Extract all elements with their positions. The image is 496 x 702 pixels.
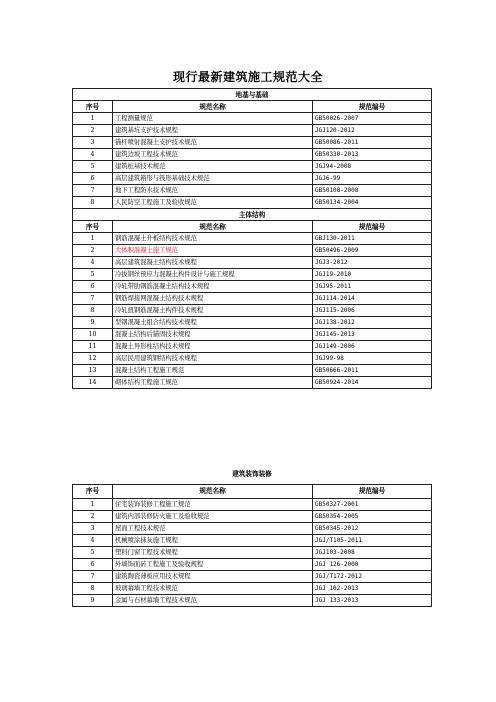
spec-code: JGJ120-2012: [313, 125, 432, 137]
row-number: 9: [73, 595, 113, 607]
header-no: 序号: [73, 101, 113, 113]
table-row: [73, 547, 432, 559]
table-row: [73, 233, 432, 245]
row-number: 6: [73, 173, 113, 185]
spec-code: JGJ/T105-2011: [313, 535, 432, 547]
spec-code: GBJ130-2011: [313, 233, 432, 245]
table-row: [73, 583, 432, 595]
header-code: 规范编号: [313, 101, 432, 113]
table-row: [73, 535, 432, 547]
header-row: [73, 485, 432, 499]
row-number: 13: [73, 365, 113, 377]
spec-name: 冷拔钢丝预应力混凝土构件设计与施工规程: [113, 269, 313, 281]
spec-name: 机械喷涂抹灰施工规程: [113, 535, 313, 547]
row-number: 6: [73, 281, 113, 293]
spec-name: 混凝土结构工程施工规范: [113, 365, 313, 377]
spec-code: GB50345-2012: [313, 523, 432, 535]
table-row: [73, 317, 432, 329]
row-number: 3: [73, 137, 113, 149]
table-row: [73, 257, 432, 269]
table-row: [73, 595, 432, 607]
row-number: 2: [73, 245, 113, 257]
spec-code: JGJ114-2014: [313, 293, 432, 305]
table-row: [73, 125, 432, 137]
table-row: [73, 353, 432, 365]
spec-name: 冷轧扭钢筋混凝土构件技术规程: [113, 305, 313, 317]
header-name: 规范名称: [113, 221, 313, 233]
spec-code: GB50666-2011: [313, 365, 432, 377]
header-name: 规范名称: [113, 101, 313, 113]
row-number: 8: [73, 583, 113, 595]
row-number: 2: [73, 511, 113, 523]
table-row: [73, 523, 432, 535]
spec-name: 人民防空工程施工及验收规范: [113, 197, 313, 209]
spec-name: 高层建筑箱形与筏形基础技术规范: [113, 173, 313, 185]
row-number: 14: [73, 377, 113, 389]
spec-code: GB50108-2008: [313, 185, 432, 197]
table-row: [73, 269, 432, 281]
spec-name: 砌体结构工程施工规范: [113, 377, 313, 389]
row-number: 7: [73, 185, 113, 197]
table-row: [73, 137, 432, 149]
table-row: [73, 329, 432, 341]
row-number: 3: [73, 523, 113, 535]
section-title-row: [73, 89, 432, 101]
row-number: 9: [73, 317, 113, 329]
spec-code: JGJ6-99: [313, 173, 432, 185]
spec-name: 型钢混凝土组合结构技术规程: [113, 317, 313, 329]
header-name: 规范名称: [113, 485, 313, 499]
spec-code: JGJ94-2008: [313, 161, 432, 173]
spec-name: 钢筋混凝土升板结构技术规范: [113, 233, 313, 245]
spec-name: 钢筋焊接网混凝土结构技术规程: [113, 293, 313, 305]
table-row: [73, 341, 432, 353]
row-number: 1: [73, 233, 113, 245]
spec-name: 混凝土异形柱结构技术规程: [113, 341, 313, 353]
decoration-table: [72, 464, 432, 607]
table-row: [73, 185, 432, 197]
spec-name: 建筑桩基技术规范: [113, 161, 313, 173]
section-title: 主体结构: [73, 209, 432, 221]
row-number: 4: [73, 257, 113, 269]
spec-code: GB50026-2007: [313, 113, 432, 125]
table-row: [73, 365, 432, 377]
row-number: 4: [73, 535, 113, 547]
spec-name: 混凝土结构后锚固技术规程: [113, 329, 313, 341]
main-structure-table: [72, 208, 432, 389]
spec-code: JGJ19-2010: [313, 269, 432, 281]
spec-name: 金属与石材幕墙工程技术规范: [113, 595, 313, 607]
spec-code: JGJ 133-2013: [313, 595, 432, 607]
row-number: 1: [73, 113, 113, 125]
spec-code: JGJ3-2012: [313, 257, 432, 269]
spec-name: 工程测量规范: [113, 113, 313, 125]
row-number: 8: [73, 197, 113, 209]
section-title-row: [73, 209, 432, 221]
spec-name: 建筑基坑支护技术规程: [113, 125, 313, 137]
row-number: 7: [73, 293, 113, 305]
table-row: [73, 499, 432, 511]
spec-name: 大体积混凝土施工规范: [113, 245, 313, 257]
spec-name: 锚杆喷射混凝土支护技术规范: [113, 137, 313, 149]
row-number: 4: [73, 149, 113, 161]
spec-name: 地下工程防水技术规范: [113, 185, 313, 197]
spec-name: 建筑边坡工程技术规范: [113, 149, 313, 161]
table-row: [73, 377, 432, 389]
row-number: 2: [73, 125, 113, 137]
table-row: [73, 161, 432, 173]
spec-code: GB50354-2005: [313, 511, 432, 523]
row-number: 11: [73, 341, 113, 353]
table-row: [73, 305, 432, 317]
spec-code: GB50086-2011: [313, 137, 432, 149]
spec-name: 高层民用建筑钢结构技术规程: [113, 353, 313, 365]
table-row: [73, 113, 432, 125]
table-row: [73, 559, 432, 571]
spec-name: 冷轧带肋钢筋混凝土结构技术规程: [113, 281, 313, 293]
row-number: 12: [73, 353, 113, 365]
row-number: 5: [73, 547, 113, 559]
table-row: [73, 149, 432, 161]
spec-code: GB50330-2013: [313, 149, 432, 161]
spec-code: GB50924-2014: [313, 377, 432, 389]
table-row: [73, 245, 432, 257]
row-number: 1: [73, 499, 113, 511]
spec-code: JGJ115-2006: [313, 305, 432, 317]
spec-code: JGJ/T172-2012: [313, 571, 432, 583]
row-number: 5: [73, 269, 113, 281]
table-row: [73, 197, 432, 209]
table-row: [73, 571, 432, 583]
spec-code: JGJ145-2013: [313, 329, 432, 341]
spec-code: GB50327-2001: [313, 499, 432, 511]
spec-name: 住宅装饰装修工程施工规范: [113, 499, 313, 511]
section-title-row: [73, 464, 432, 485]
header-code: 规范编号: [313, 485, 432, 499]
header-row: [73, 101, 432, 113]
spec-code: JGJ 102-2013: [313, 583, 432, 595]
table-row: [73, 173, 432, 185]
section-title: 地基与基础: [73, 89, 432, 101]
spec-name: 塑料门窗工程技术规程: [113, 547, 313, 559]
header-no: 序号: [73, 221, 113, 233]
spec-name: 建筑内部装修防火施工及验收规范: [113, 511, 313, 523]
header-no: 序号: [73, 485, 113, 499]
foundation-table: [72, 88, 432, 209]
row-number: 10: [73, 329, 113, 341]
spec-code: JGJ95-2011: [313, 281, 432, 293]
page-title: 现行最新建筑施工规范大全: [172, 70, 323, 84]
row-number: 8: [73, 305, 113, 317]
spec-name: 外墙饰面砖工程施工及验收规程: [113, 559, 313, 571]
spec-code: JGJ 126-2000: [313, 559, 432, 571]
table-row: [73, 511, 432, 523]
section-title: 建筑装饰装修: [73, 464, 432, 485]
spec-name: 屋面工程技术规范: [113, 523, 313, 535]
spec-code: JGJ103-2008: [313, 547, 432, 559]
spec-code: JGJ138-2012: [313, 317, 432, 329]
row-number: 5: [73, 161, 113, 173]
spec-code: JGJ99-98: [313, 353, 432, 365]
row-number: 7: [73, 571, 113, 583]
spec-name: 建筑陶瓷薄板应用技术规程: [113, 571, 313, 583]
header-row: [73, 221, 432, 233]
spec-code: JGJ149-2006: [313, 341, 432, 353]
spec-code: GB50134-2004: [313, 197, 432, 209]
row-number: 6: [73, 559, 113, 571]
spec-name: 高层建筑混凝土结构技术规程: [113, 257, 313, 269]
header-code: 规范编号: [313, 221, 432, 233]
spec-name: 玻璃幕墙工程技术规范: [113, 583, 313, 595]
table-row: [73, 293, 432, 305]
table-row: [73, 281, 432, 293]
spec-code: GB50496-2009: [313, 245, 432, 257]
